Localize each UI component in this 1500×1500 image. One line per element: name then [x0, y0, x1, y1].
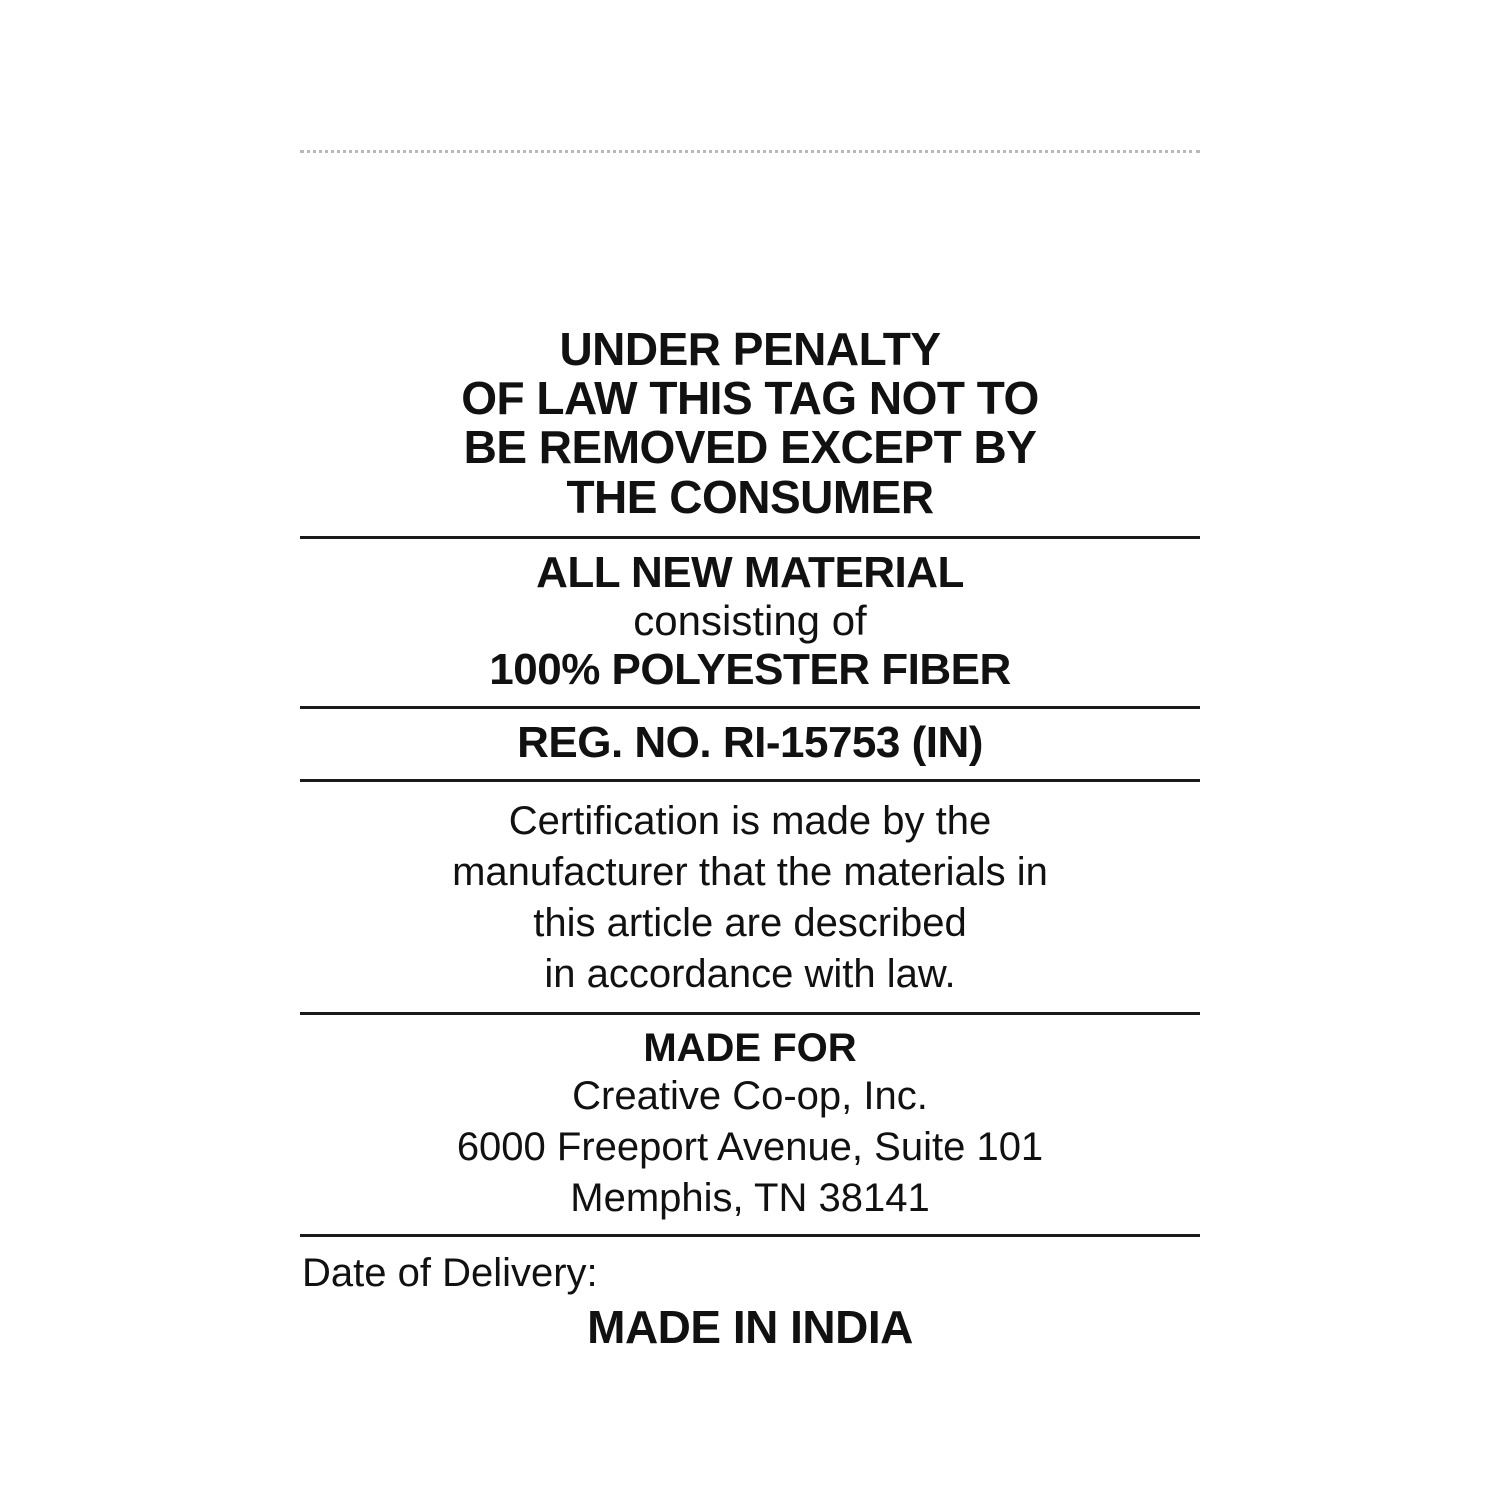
material-content: 100% POLYESTER FIBER — [489, 644, 1011, 694]
made-for-heading: MADE FOR — [643, 1025, 857, 1070]
penalty-headline-line-1: UNDER PENALTY — [559, 323, 941, 375]
penalty-headline — [300, 325, 1200, 536]
country-of-origin: MADE IN INDIA — [587, 1301, 913, 1354]
made-for-address-line-2: Memphis, TN 38141 — [570, 1175, 930, 1220]
certification-line-1: Certification is made by the — [508, 799, 992, 844]
material-section — [300, 539, 1200, 706]
certification-line-4: in accordance with law. — [544, 951, 956, 996]
certification-statement — [300, 782, 1200, 1011]
penalty-headline-line-4: THE CONSUMER — [566, 470, 934, 523]
certification-line-3: this article are described — [533, 900, 967, 945]
registration-number: REG. NO. RI-15753 (IN) — [517, 717, 983, 767]
perforation-tear-line — [300, 150, 1200, 155]
made-for-company: Creative Co-op, Inc. — [572, 1073, 928, 1118]
material-consisting-of: consisting of — [633, 597, 867, 645]
law-label-tag — [300, 150, 1200, 1354]
penalty-headline-line-2: OF LAW THIS TAG NOT TO — [461, 372, 1039, 425]
made-for-address-line-1: 6000 Freeport Avenue, Suite 101 — [456, 1124, 1044, 1169]
certification-line-2: manufacturer that the materials in — [452, 850, 1048, 895]
material-heading: ALL NEW MATERIAL — [536, 547, 964, 597]
made-for-section — [300, 1015, 1200, 1235]
registration-section — [300, 709, 1200, 779]
date-of-delivery-label: Date of Delivery: — [302, 1251, 598, 1296]
date-of-delivery-row — [300, 1237, 1200, 1298]
penalty-headline-line-3: BE REMOVED EXCEPT BY — [463, 421, 1037, 474]
